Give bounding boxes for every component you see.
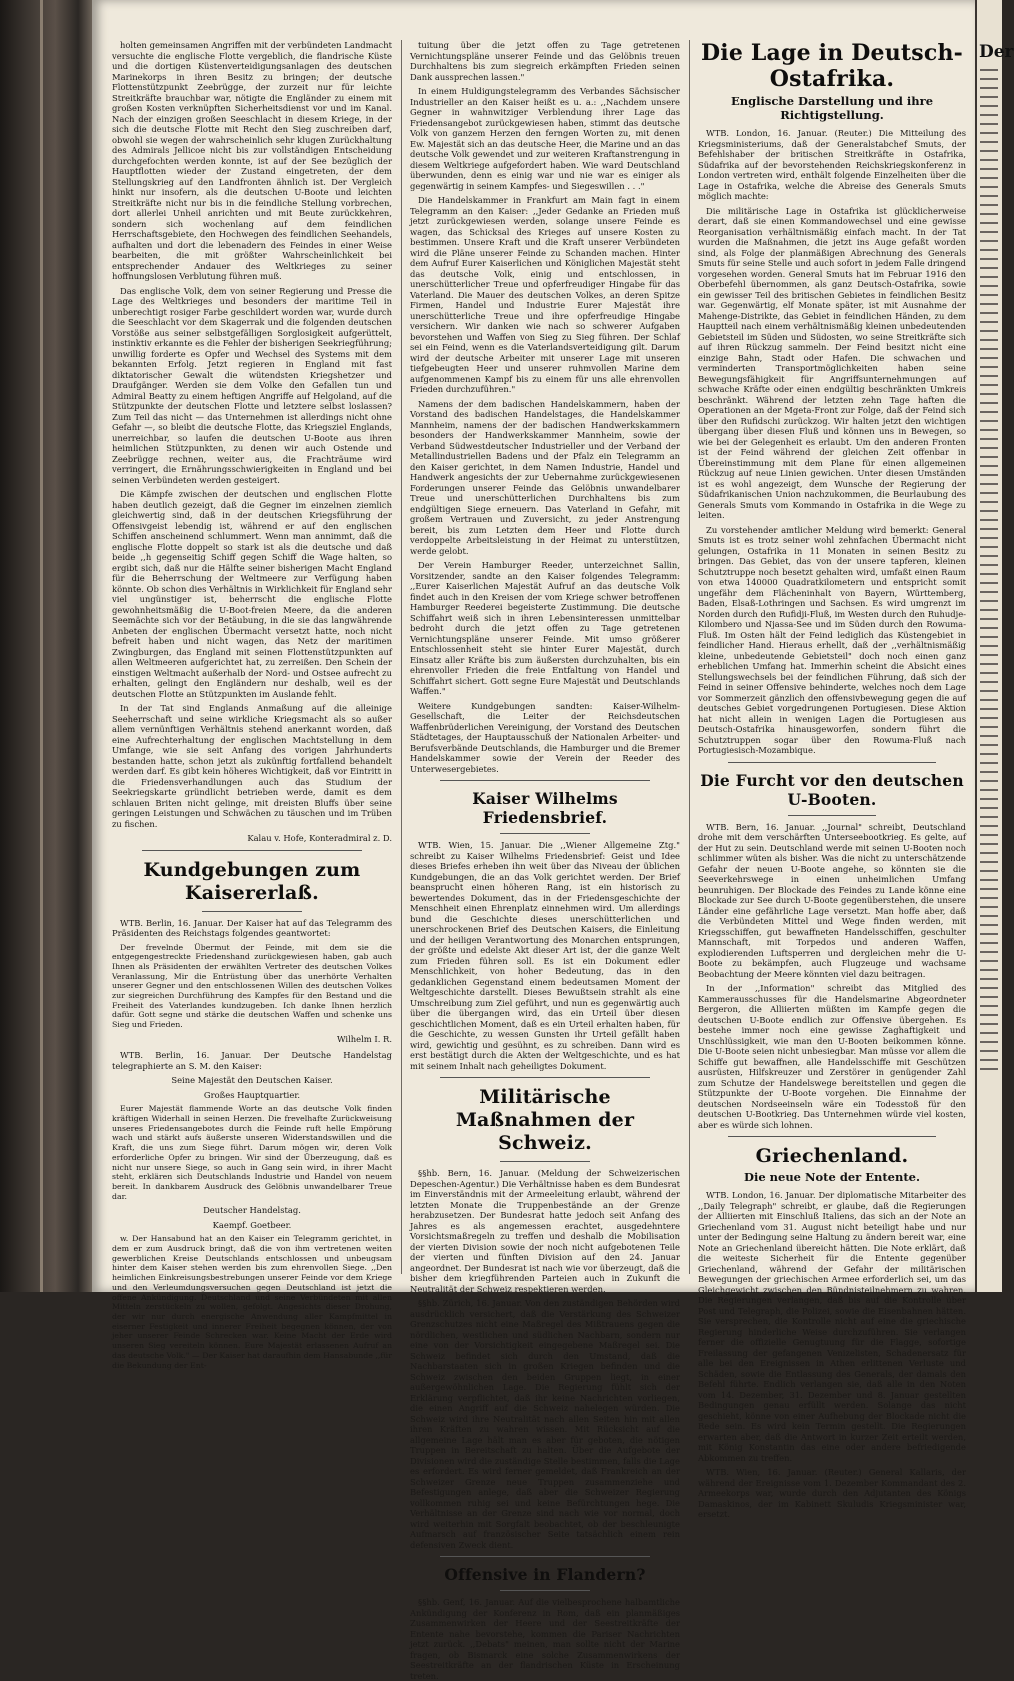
article-paragraph: WTB. Berlin, 16. Januar. Der Kaiser hat auf das Telegramm des Präsidenten des Reichstags folgendes geantwortet:: [112, 917, 392, 938]
article-signature: Wilhelm I. R.: [336, 1033, 392, 1044]
headline-griechenland: Griechenland.: [755, 1145, 909, 1167]
adjacent-page-edge: [975, 0, 1014, 1292]
headline-schweiz: Militärische Maßnahmen der Schweiz.: [455, 1086, 635, 1154]
book-binding: [0, 0, 92, 1292]
adjacent-page-lines: [977, 69, 1002, 1070]
article-line: Seine Majestät den Deutschen Kaiser.: [171, 1075, 333, 1086]
article-paragraph: Namens der dem badischen Handelskammern, haben der Vorstand des badischen Handelstages, die Handelskammer Mannheim, namens der der badischen Handwerkskammern besonders der Handwerkskammer Mannheim, sowie der Verband Südwestdeutscher Industrieller und der Verband der Metallindustriellen Badens und der Pfalz ein Telegramm an den Kaiser gerichtet, in dem Namen Industrie, Handel und Handwerk angesichts der zur Uebernahme zurückgewiesenen Forderungen unserer Feinde das Gelöbnis unwandelbarer Treue und unerschütterlichen Durchhaltens bis zum endgültigen Siege erneuern. Das Vaterland in Gefahr, mit großem Vertrauen und Zuversicht, zu jeder Anstrengung bereit, bis zum Letzten dem Heer und Flotte durch verdoppelte Arbeitsleistung in der Heimat zu unterstützen, werde gelobt.: [410, 398, 680, 556]
article-paragraph: Eurer Majestät flammende Worte an das deutsche Volk finden kräftigen Widerhall in seinen Herzen. Die frevelhafte Zurückweisung unseres Friedensangebotes durch die Feinde ruft helle Empörung wach und stärkt aufs äußerste unseren Widerstandswillen und die Kraft, die uns zum Siege führt. Darum mögen wir, deren Volk erforderliche Opfer zu bringen. Wir sind der Überzeugung, daß es nicht nur unsere Siege, so auch in Gang sein wird, in ihrer Macht steht, erklären sich Deutschlands Industrie und Handel von neuem bereit. In dankbarem Ausdruck des Gelöbnis unwandelbarer Treue dar.: [112, 1104, 392, 1201]
column-3: [698, 40, 966, 1519]
subheadline-griechenland: Die neue Note der Entente.: [743, 1170, 920, 1184]
article-paragraph: §§hb. Genf, 16. Januar. Auf die vielbesprochene halbamtliche Ankündigung der Konferenz in Rom, daß ein planmäßiges Zusammenwirken der Heere und der Seestreitkräfte der Entente nahe bevorstehe, kommen die Pariser Nachrichten jetzt zurück. ,,Debats" meinen, man sollte nicht der Marine fragen, ob Bismarck eine solche Zusammenwirkens der Seestreitkräfte an der flandrischen Küste in Erscheinung treten.: [410, 1597, 680, 1681]
headline-kundgebungen: Kundgebungen zum Kaisererlaß.: [143, 858, 361, 904]
divider: [142, 850, 362, 851]
article-signature: Kaempf. Goetbeer.: [212, 1219, 292, 1230]
column-rule: [689, 40, 690, 1274]
article-paragraph: w. Der Hansabund hat an den Kaiser ein Telegramm gerichtet, in dem er zum Ausdruck bringt, daß die von ihm vertretenen weiten gewerblichen Kreise Deutschlands entschlossen und unbeugsam hinter dem Kaiser stehen werden bis zum ehrenvollen Siege. ,,Den heimlichen Einkreisungsbestrebungen unserer Feinde vor dem Kriege und den Verleumdungsversuchen gegen Deutschland ist jetzt die offene Ankündigung. Deutschland und seine Verbündeten mit allen Mitteln zerstückeln zu wollen, gefolgt. Angesichts dieser Drohung, der wir nur durch energische Anwendung aller Kampfmittel in eiserner Festigkeit und innerer Freiheit begegnen können, der von jeher unserer Feinde Schrecken war. Keine Macht der Erde wird unseren Sieg vereiteln können. Eure Majestät erlassenen Aufruf an das deutsche Volk." — Der Kaiser hat daraufhin dem Hansabunde ,,für die Bekundung der Ent-: [112, 1234, 392, 1370]
article-paragraph: WTB. Wien, 16. Januar. (Reuter.) General Kallaris, der während der Ereignisse vom 1. Dezember Kommandant des 2. Armeekorps war, wurde durch den Adjutanten des Königs Damaskinos, der im Kabinett Skuludis Kriegsminister war, ersetzt.: [698, 1467, 966, 1519]
divider: [788, 815, 876, 816]
article-line: Großes Hauptquartier.: [203, 1089, 301, 1100]
article-paragraph: §§hb. Zürich, 16. Januar. Von den zuständigen Behörden wird ausdrücklich versichert, daß die Verstärkung des Schweizer Grenzschutzes nicht eine Maßregel des Mißtrauens gegen die nördlichen, westlichen und südlichen Nachbarn, sondern nur eine von der Vorsichtigkeit eingegebene Maßregel sei. Die Schweiz befindet sich durch den Umstand, daß die Nachbarstaaten sich in großen Kriegen befinden und die Schweiz zwischen den beiden Gruppen liegt, in einer außergewöhnlichen Lage. Die Regierung fühlt sich der Erklärung verpflichtet, daß ihr keine Nachrichten vorliegen, die einen Angriff auf die Schweiz nahelegen würden. Die Schweiz wird ihre Neutralität nach allen Seiten hin mit allen ihren Kräften zu wahren wissen. Mit Rücksicht auf die allgemeine Lage hält man es aber für geboten, die nötigen Truppen in Bereitschaft zu halten. Über die Aufgebote der Divisionen wird die zuständige Stelle bestimmen, falls die Lage es erfordert. Es wird ferner gemeldet, daß Frankreich an der Schweizer Grenze neue Truppen zusammenziehe und Befestigungen anlege, daß aber die Schweizer Regierung vollkommen ruhig sei und keine Befürchtungen hege. Die Verhältnisse an der Grenze sind nach wie vor normal, doch wird weiterhin mit Sorgfalt beobachtet, ob der beschleunigte Aufmarsch auf französischer Seite tatsächlich einem rein defensiven Zweck dient.: [410, 1298, 680, 1550]
article-paragraph: WTB. Wien, 15. Januar. Die ,,Wiener Allgemeine Ztg." schreibt zu Kaiser Wilhelms Friedensbrief: Geist und Idee dieses Briefes erheben ihn weit über das Niveau der üblichen Kundgebungen, die an das Volk gerichtet werden. Der Brief beansprucht einen höheren Rang, ist ein historisch zu bewertendes Dokument, das in der Friedensgeschichte der Menschheit einen Ehrenplatz einnehmen wird. Um allerdings bund die Geschichte dieses unerschütterlichen und unerschrockenen Brief des Deutschen Kaisers, die Einleitung und der heiligen Verantwortung des Monarchen entsprungen, der größte und edelste Akt dieser Art ist, der die ganze Welt zum Frieden führen soll. Es ist ein Dokument edler Menschlichkeit, von hoher Bedeutung, das in den gedanklichen Gegenstand einem bedeutsamen Moment der Weltgeschichte darstellt. Dieses Bewußtsein strahlt als eine Umschreibung zum Ziel geführt, und nun es gegenwärtig auch über die übergangen wird, das ein Urteil über diesen geschichtlichen Moment, daß es ein Urteil erhalten haben, für die Geschichte, zu wessen Gunsten ihr Urteil gefällt haben wird, gewichtig und gesühnt, es zu schreiben. Dann wird es erst bestätigt durch die Akten der Weltgeschichte, und es hat mit seinem Inhalt nach geheiligtes Dokument.: [410, 840, 680, 1071]
divider: [728, 762, 936, 763]
article-paragraph: Zu vorstehender amtlicher Meldung wird bemerkt: General Smuts ist es trotz seiner wohl zehnfachen Übermacht nicht gelungen, Ostafrika in 11 Monaten in seinen Besitz zu bringen. Das Gebiet, das von der unsere tapferen, kleinen Schutztruppe noch besetzt gehalten wird, umfaßt einen Raum von etwa 140000 Quadratkilometern und entspricht somit ungefähr dem Flächeninhalt von Bayern, Württemberg, Baden, Elsaß-Lothringen und Sachsen. Es wird umgrenzt im Norden durch den Rufidji-Fluß, im Westen durch den Ruhudje-Kilombero und Njassa-See und im Süden durch den Rowuma-Fluß. Im Osten hält der Feind lediglich das Küstengebiet in feindlicher Hand. Hieraus erhellt, daß der ,,verhältnismäßig kleine, unbedeutende Gebietsteil" doch noch einen ganz erheblichen Umfang hat. Immerhin scheint die Absicht eines Stellungswechsels bei der feindlichen Führung, daß sich der Feind in seiner Offensive behinderte, welches noch dem Lage vor Sommerzeit gänzlich den offensivbewegung gegen die auf deutsches Gebiet vorgedrungenen Portugiesen. Diese Aktion hat nicht allein in wenigen Lagen die Portugiesen aus Deutsch-Ostafrika hinausgeworfen, sondern führt die Schutztruppen sogar über den Rowuma-Fluß nach Portugiesisch-Mozambique.: [698, 524, 966, 755]
article-paragraph: WTB. London, 16. Januar. Der diplomatische Mitarbeiter des ,,Daily Telegraph" schreibt, er glaube, daß die Regierungen der Alliierten mit Einschluß Italiens, das sich an der Note an Griechenland vom 31. August nicht beteiligt habe und nur unter der Bedingung seine Haltung zu ändern bereit war, eine Note an Griechenland übereicht hätten. Die Note erklärt, daß die weiteste Sicherheit für die Entente gegenüber Griechenland, während der Gefahr der militärischen Bewegungen der griechischen Armee erforderlich sei, um das Gleichgewicht zwischen den Bündnisteilnehmern zu wahren. Die Regierungen verlangen, daß bis auf die Kontrolle über Post und Telegraph, die Polizei, sowie die Eisenbahnen hätten. Sie versprechen, die Kontrolle nicht auf eine die griechische Regierung hinderliche Weise durchzuführen. Sie verlangen ferner die offizielle Genugtuung für die Flagge, sofortige Freilassung der gefangenen Venizelisten, Schadenersatz für alle bei den Ereignissen in Athen erlittenen Verluste und Schäden, sowie die Entlassung des Generals, der damals den Befehl führte. Endlich verlangen sie, daß alle in den Noten vom 14. Dezember, 31. Dezember und 8. Januar gestellten Bedingungen genau erfüllt werden. Solange das nicht geschieht, könne von einer Aufhebung der Blockade nicht die Rede sein. Es wird kein Termin gestellt. Die Regierungen erwarten aber, daß die Antwort in kurzer Zeit erteilt werden, mit König Konstantin das eine oder andere befriedigende Abkommen zu treffen.: [698, 1190, 966, 1463]
headline-u-boote: Die Furcht vor den deutschen U-Booten.: [700, 770, 964, 809]
column-1: [112, 40, 393, 1370]
article-paragraph: tuitung über die jetzt offen zu Tage getretenen Vernichtungspläne unserer Feinde und das Gelöbnis treuen Durchhaltens bis zum siegreich erkämpften Frieden seinen Dank aussprechen lassen.": [410, 40, 680, 82]
article-paragraph: WTB. Bern, 16. Januar. ,,Journal" schreibt, Deutschland drohe mit dem verschärften Unterseebootkrieg. Es gelte, auf der Hut zu sein. Deutschland werde mit seinen U-Booten noch schlimmer wüten als bisher. Was die nicht zu unterschätzende Gefahr der neuen U-Boote angehe, so könnten sie die Seeverkehrswege in einen unheimlichen Umfang beunruhigen. Der Blockade des Feindes zu Lande könne eine Blockade zur See durch U-Boote gegenüberstehen, die unsere Länder eine gefährliche Lage versetzt. Man hoffe aber, daß die Verbündeten Mittel und Wege finden werden, mit Kriegsschiffen, gut bewaffneten Handelsschiffen, geschulter Mannschaft, mit Torpedos und anderen Waffen, explodierenden Luftsperren und dergleichen mehr die U-Boote zu bekämpfen, auch Flugzeuge und wachsame Beobachtung der Meere könnten viel dazu beitragen.: [698, 821, 966, 979]
article-paragraph: Der frevelnde Übermut der Feinde, mit dem sie die entgegengestreckte Friedenshand zurückgewiesen haben, gab auch Ihnen als Präsidenten der erwählten Vertreter des deutschen Volkes Veranlassung, Mir die Entrüstung über das unerhörte Verhalten unserer Gegner und den entschlossenen Willen des deutschen Volkes zur siegreichen Durchführung des Kampfes für den Bestand und die Freiheit des Vaterlandes kundzugeben. Ich danke Ihnen herzlich dafür. Gott segne und stärke die deutschen Waffen und schenke uns Sieg und Frieden.: [112, 942, 392, 1030]
divider: [440, 1556, 650, 1557]
column-2: [410, 40, 680, 1681]
adjacent-page-fragment: Der: [979, 42, 1014, 62]
article-paragraph: §§hb. Bern, 16. Januar. (Meldung der Schweizerischen Depeschen-Agentur.) Die Verhältnisse haben es dem Bundesrat im Einverständnis mit der Armeeleitung erlaubt, während der letzten Monate die Truppenbestände an der Grenze herabzusetzen. Der Bundesrat hatte jedoch seit Anfang des Jahres es als angemessen erachtet, ausgedehntere Vorsichtsmaßregeln zu treffen und deshalb die Mobilisation der vierten Division sowie der noch nicht aufgebotenen Teile der vierten und fünften Division auf den 24. Januar angeordnet. Der Bundesrat ist nach wie vor überzeugt, daß die bisher dem kriegführenden Parteien auch in Zukunft die Neutralität der Schweiz respektieren werden.: [410, 1168, 680, 1294]
divider: [202, 911, 302, 912]
divider: [440, 780, 650, 781]
article-paragraph: holten gemeinsamen Angriffen mit der verbündeten Landmacht versuchte die englische Flotte vergeblich, die flandrische Küste und die dortigen Küstenverteidigungsanlagen des deutschen Marinekorps in ihren Besitz zu bringen; der deutsche Flottenstützpunkt Zeebrügge, der zurzeit nur für leichte Streitkräfte brauchbar war, nötigte die Engländer zu einem mit großen Kosten verknüpften Sicherheitsdienst vor und im Kanal. Nach der einzigen großen Seeschlacht in diesem Kriege, in der sich die deutsche Flotte mit Recht den Sieg zuschreiben darf, obwohl sie wegen der wahrscheinlich sehr klugen Zurückhaltung des Admirals Jellicoe nicht bis zur vollständigen Entscheidung durchgefochten werden konnte, ist auf der See bezüglich der Hauptflotten wieder der Zustand eingetreten, der dem Stellungskrieg auf den Landfronten ähnlich ist. Der Vergleich hinkt nur insofern, als die deutschen U-Boote und leichten Streitkräfte nicht nur bis in die feindliche Stellung vorbrechen, dort allerlei Unheil anrichten und mit Beute zurückkehren, sondern sich wochenlang auf dem feindlichen Herrschaftsgebiete, den Hochwegen des feindlichen Seehandels, aufhalten und dort die lebenadern des Feindes in einer Weise bearbeiten, die mit größter Wahrscheinlichkeit bei entsprechender Andauer des Weltkrieges zu seiner hoffnungslosen Verblutung führen muß.: [112, 40, 392, 281]
article-signature: Deutscher Handelstag.: [203, 1205, 301, 1216]
article-paragraph: In der ,,Information" schreibt das Mitglied des Kammerausschusses für die Handelsmarine Abgeordneter Bergeron, die Alliierten müßten im Kampfe gegen die deutschen U-Boote endlich zur Offensive übergehen. Es bestehe immer noch eine gewisse Zaghaftigkeit und Unschlüssigkeit, wie man den U-Booten beikommen könne. Die U-Boote seien nicht unbesiegbar. Man müsse vor allem die Schiffe gut bewaffnen, alle Handelsschiffe mit Geschützen ausrüsten, Hilfskreuzer und Zerstörer in genügender Zahl zum Schutze der Handelswege bereitstellen und gegen die Stützpunkte der U-Boote vorgehen. Die Einnahme der deutschen Nordseeinseln wäre ein Todesstoß für den deutschen U-Bootkrieg. Das Unternehmen würde viel kosten, aber es würde sich lohnen.: [698, 983, 966, 1130]
article-paragraph: Die Kämpfe zwischen der deutschen und englischen Flotte haben deutlich gezeigt, daß die Gegner im einzelnen ziemlich gleichwertig sind, daß in der deutschen Kriegsführung der Offensivgeist lebendig ist, während er auf den englischen Schiffen anscheinend schlummert. Wenn man annimmt, daß die englische Flotte doppelt so stark ist als die deutsche und daß beide ,,h gegenseitig Schiff gegen Schiff die Wage halten, so ergibt sich, daß nur die Hälfte seiner bisherigen Macht England für die Beherrschung der Weltmeere zur Verfügung haben könnte. Ob schon dies Verhältnis in Wirklichkeit für England sehr viel ungünstiger ist, beherrscht die englische Flotte gewohnheitsmäßig die U-Boot-freien Meere, da die anderen Seemächte sich vor der Betäubung, in die sie das langwährende Anbeten der englischen Übermacht versetzt hatte, noch nicht befreit haben und nicht wagen, das Netz der maritimen Zwingburgen, das England mit seinen Flottenstützpunkten auf allen Weltmeeren aufgerichtet hat, zu zerreißen. Den Schein der einstigen Weltmacht außerhalb der Nord- und Ostsee aufrecht zu erhalten, gelingt den Engländern nur deshalb, weil es der deutschen Flotte an Stützpunkten im Auslande fehlt.: [112, 489, 392, 699]
headline-friedensbrief: Kaiser Wilhelms Friedensbrief.: [472, 789, 618, 827]
article-paragraph: Weitere Kundgebungen sandten: Kaiser-Wilhelm-Gesellschaft, die Leiter der Reichsdeutschen Waffenbrüderlichen Vereinigung, der Vorstand des Deutschen Städtetages, der Hauptausschuß der Nationalen Arbeiter- und Berufsverbände Deutschlands, die Hamburger und die Bremer Handelskammer sowie der Verein der Reeder des Unterwesergebietes.: [410, 700, 680, 774]
divider: [500, 833, 590, 834]
article-signature: Kalau v. Hofe, Konteradmiral z. D.: [247, 833, 392, 843]
article-paragraph: Das englische Volk, dem von seiner Regierung und Presse die Lage des Weltkrieges und besonders der maritime Teil in unberechtigt rosiger Farbe geschildert worden war, wurde durch die Seeschlacht vor dem Skagerrak und die folgenden deutschen Vorstöße aus seiner selbstgefälligen Sorglosigkeit aufgerüttelt, instinktiv erkannte es die Fehler der bisherigen Seekriegführung; unwillig forderte es Opfer und Wechsel des Systems mit dem bekannten Erfolg. Jetzt regieren in England mit fast diktatorischer Gewalt die wütendsten Kriegshetzer und Draufgänger. Werden sie dem Volke den Gefallen tun und Admiral Beatty zu einem heftigen Angriffe auf Helgoland, auf die Stützpunkte der deutschen Flotte und letztere selbst loslassen? Zum Teil das nicht — das Unternehmen ist allerdings nicht ohne Gefahr —, so bleibt die deutsche Flotte, das Kriegsziel Englands, unerreichbar, so laufen die deutschen U-Boote aus ihren heimlichen Stützpunkten, zu denen wir auch Ostende und Zeebrügge rechnen, weiter aus, die Frachträume wird verringert, die Ernährungsschwierigkeiten in England und bei seinen Verbündeten werden gesteigert.: [112, 285, 393, 485]
article-paragraph: WTB. Berlin, 16. Januar. Der Deutsche Handelstag telegraphierte an S. M. den Kaiser:: [112, 1050, 392, 1071]
divider: [440, 1077, 650, 1078]
headline-ostafrika: Die Lage in Deutsch-Ostafrika.: [700, 40, 963, 92]
column-rule: [401, 40, 402, 1274]
divider: [500, 1161, 590, 1162]
article-paragraph: Die Handelskammer in Frankfurt am Main fagt in einem Telegramm an den Kaiser: ,,Jeder Gedanke an Frieden muß jetzt zurückgewiesen werden, solange unsere Feinde es wagen, das Schicksal des Krieges auf unsere Kosten zu bestimmen. Unsere Kraft und die Kraft unserer Verbündeten wird die Pläne unserer Feinde zu Schanden machen. Hinter dem Aufruf Eurer Kaiserlichen und Königlichen Majestät steht das deutsche Volk, einig und entschlossen, in unerschütterlicher Treue und opferfreudiger Hingabe für das Vaterland. Die Mauer des deutschen Volkes, an deren Spitze Firmen, Handel und Industrie Eurer Majestät ihre unerschütterliche Treue und ihre opferfreudige Hingabe versichern. Wir danken wie nach so schwerer Aufgaben bevorstehen und Waffen von Sieg zu Sieg führen. Der Schlaf sei ein Feind, wenn es die Vaterlandsverteidigung gilt. Darum wird der deutsche Arbeiter mit unserer Lage mit unseren tiefgebeugten Heer und unserer ruhmvollen Marine dem aufgenommenen Kampf bis zu einem für uns alle ehrenvollen Frieden durchzuführen.": [410, 195, 680, 394]
article-paragraph: In einem Huldigungstelegramm des Verbandes Sächsischer Industrieller an den Kaiser heißt es u. a.: ,,Nachdem unsere Gegner in wahnwitziger Verblendung ihrer Lage das Friedensangebot zurückgewiesen haben, stimmt das deutsche Volk von ganzem Herzen den ferngen Worten zu, mit denen Ew. Majestät sich an das deutsche Heer, die Marine und an das deutsche Volk gewendet und zur weiteren Kraftanstrengung in diesem Weltkriege aufgefordert haben. Wie ward Deutschland überwunden, denn es einig war und nie war es einiger als gegenwärtig in seinem Kampfes- und Siegeswillen . . .": [410, 86, 680, 191]
divider: [728, 1136, 936, 1137]
newspaper-page: [92, 0, 975, 1681]
headline-flandern: Offensive in Flandern?: [444, 1565, 646, 1584]
article-paragraph: WTB. London, 16. Januar. (Reuter.) Die Mitteilung des Kriegsministeriums, daß der Generalstabchef Smuts, der Befehlshaber der britischen Streitkräfte in Ostafrika, Südafrika auf der bevorstehenden Reichskriegskonferenz in London vertreten wird, enthält folgende Einzelheiten über die Lage in Ostafrika, welche die Abreise des Generals Smuts möglich machte:: [698, 128, 966, 201]
divider: [500, 1590, 590, 1591]
article-paragraph: Der Verein Hamburger Reeder, unterzeichnet Sallin, Vorsitzender, sandte an den Kaiser folgendes Telegramm: ,,Eurer Kaiserlichen Majestät Aufruf an das deutsche Volk findet auch in den Kreisen der vom Kriege schwer betroffenen Hamburger Reederei begeisterte Zustimmung. Die deutsche Schiffahrt weiß sich in ihren Lebensinteressen unmittelbar bedroht durch die jetzt offen zu Tage getretenen Vernichtungspläne unserer Feinde. Mit umso größerer Entschlossenheit steht sie hinter Eurer Majestät, durch Einsatz aller Kräfte bis zum äußersten durchzuhalten, bis ein ehrenvoller Frieden die freie Entfaltung von Handel und Schiffahrt sichert. Gott segne Eure Majestät und Deutschlands Waffen.": [410, 560, 680, 696]
article-paragraph: In der Tat sind Englands Anmaßung auf die alleinige Seeherrschaft und seine wirkliche Kriegsmacht als so außer allem vernünftigen Verhältnis stehend anerkannt worden, daß eine Aufrechterhaltung der englischen Machtstellung in dem Umfange, wie sie seit Anfang des vorigen Jahrhunderts bestanden hatte, schon jetzt als zukünftig fortfallend behandelt werden darf. Es gibt kein höheres Wichtigkeit, daß vor Eintritt in die Friedensverhandlungen auch das Studium der Seekriegskarte gründlicht betrieben werde, damit es dem schlauen Briten nicht gelinge, mit dreisten Bluffs über seine geringen Leistungen und Schwächen zu täuschen und im Trüben zu fischen.: [112, 703, 392, 829]
subheadline-ostafrika: Englische Darstellung und ihre Richtigstellung.: [730, 94, 934, 122]
article-paragraph: Die militärische Lage in Ostafrika ist glücklicherweise derart, daß sie einen Kommandowechsel und eine gewisse Reorganisation verhältnismäßig einfach macht. In der Tat wurden die Maßnahmen, die jetzt ins Auge gefaßt worden sind, als Folge der planmäßigen Abrechnung des Generals Smuts für seine Stelle und auch sofort in jedem Falle dringend vorgesehen worden. General Smuts hat im Februar 1916 den Oberbefehl übernommen, als ganz Deutsch-Ostafrika, sowie ein gewisser Teil des britischen Gebietes in feindlichen Besitz war. Gegenwärtig, elf Monate später, ist mit Ausnahme der Mahenge-Distrikte, das Gebiet in feindlichen Händen, zu dem Hauptteil nach einem verhältnismäßig kleinen unbedeutenden Gebietsteil im Süden und Südosten, wo seine Streitkräfte sich auf ihren Rückzug sammeln. Der Feind besitzt nicht eine einzige Bahn, Stadt oder Hafen. Die schwachen und verminderten Transportmöglichkeiten haben seine Bewegungsfähigkeit für Angriffsunternehmungen auf schwache Kräfte oder einen endgültig beschränkten Umkreis beschränkt. Während der letzten zehn Tage haften die Operationen an der Mgeta-Front zur Folge, daß der Feind sich über den Rufidschi zurückzog. Wir halten jetzt den wichtigen übergang über diesen Fluß und können uns in Bewegen, so wie bei der Gelegenheit es erlaubt. Um den anderen Fronten ist der Feind während der gleichen Zeit offenbar in Übereinstimmung mit dem Plane für einen allgemeinen Rückzug auf neue Linien gewichen. Unter diesen Umständen ist es wohl angezeigt, dem Wunsche der Regierung der Südafrikanischen Union nachzukommen, die Beurlaubung des Generals Smuts vom Kommando in Ostafrika in die Wege zu leiten.: [698, 205, 966, 520]
